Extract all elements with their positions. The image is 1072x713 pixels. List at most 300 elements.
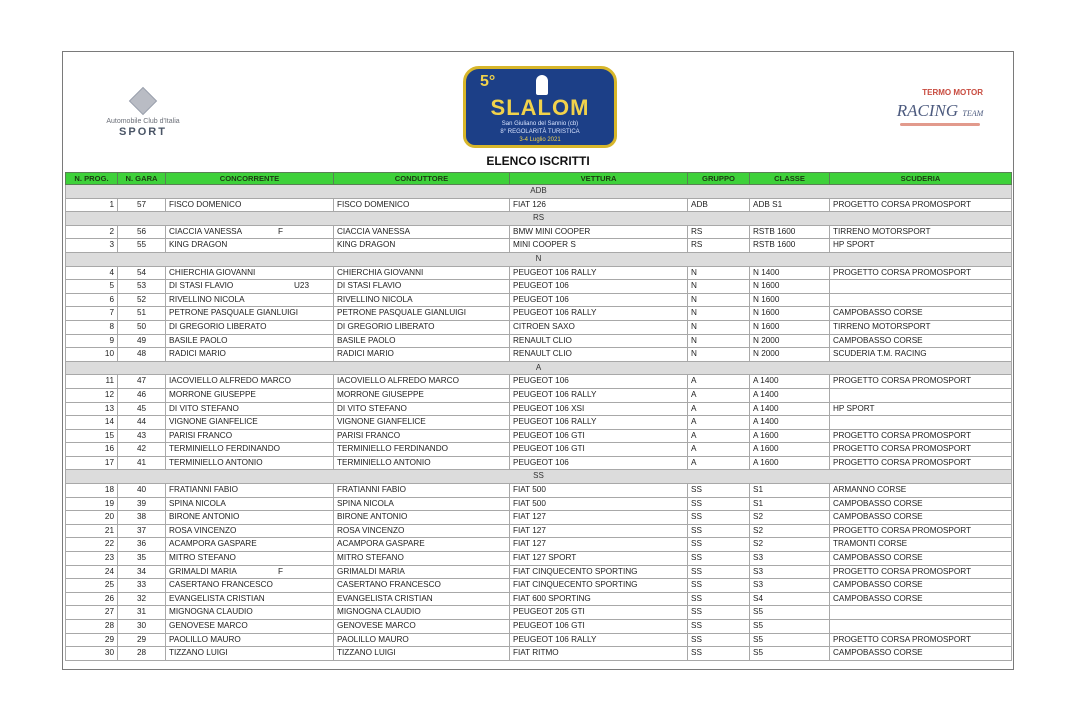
cell-gara: 39 — [118, 497, 166, 511]
event-location: San Giuliano del Sannio (cb) — [501, 121, 579, 127]
swoosh-icon — [900, 123, 980, 126]
cell-classe: S5 — [750, 620, 830, 634]
group-header-row — [66, 361, 1012, 375]
cell-concorrente — [166, 565, 334, 579]
cell-scuderia: CAMPOBASSO CORSE — [830, 497, 1012, 511]
concorrente-name: CIACCIA VANESSA — [169, 226, 243, 236]
cell-gruppo: SS — [688, 620, 750, 634]
cell-gara: 37 — [118, 524, 166, 538]
entries-body — [66, 185, 1012, 661]
cell-conduttore: RIVELLINO NICOLA — [334, 293, 510, 307]
cell-concorrente — [166, 293, 334, 307]
table-header-row — [66, 173, 1012, 185]
table-row — [66, 429, 1012, 443]
concorrente-name: PARISI FRANCO — [169, 430, 233, 440]
cell-gruppo: SS — [688, 484, 750, 498]
cell-vettura: FIAT 500 — [510, 497, 688, 511]
cell-classe: RSTB 1600 — [750, 239, 830, 253]
cell-concorrente — [166, 429, 334, 443]
cell-classe: S5 — [750, 633, 830, 647]
concorrente-name: RADICI MARIO — [169, 349, 226, 359]
cell-prog: 17 — [66, 456, 118, 470]
cell-scuderia — [830, 388, 1012, 402]
cell-concorrente — [166, 443, 334, 457]
cell-classe: S5 — [750, 647, 830, 661]
group-label: SS — [66, 470, 1012, 484]
cell-conduttore: DI VITO STEFANO — [334, 402, 510, 416]
cell-classe: S3 — [750, 579, 830, 593]
concorrente-name: KING DRAGON — [169, 240, 228, 250]
concorrente-name: CHIERCHIA GIOVANNI — [169, 267, 256, 277]
cell-gruppo: A — [688, 416, 750, 430]
cell-classe: S3 — [750, 552, 830, 566]
cell-vettura: PEUGEOT 106 GTI — [510, 620, 688, 634]
concorrente-name: EVANGELISTA CRISTIAN — [169, 593, 265, 603]
cell-concorrente — [166, 647, 334, 661]
group-label: A — [66, 361, 1012, 375]
cell-conduttore: GRIMALDI MARIA — [334, 565, 510, 579]
cell-vettura: PEUGEOT 106 — [510, 375, 688, 389]
cell-concorrente — [166, 484, 334, 498]
cell-scuderia — [830, 620, 1012, 634]
cell-prog: 20 — [66, 511, 118, 525]
cell-concorrente — [166, 416, 334, 430]
cell-conduttore: SPINA NICOLA — [334, 497, 510, 511]
cell-conduttore: PETRONE PASQUALE GIANLUIGI — [334, 307, 510, 321]
group-label: ADB — [66, 185, 1012, 199]
col-header-classe: CLASSE — [750, 173, 830, 185]
cell-classe: S1 — [750, 497, 830, 511]
cell-scuderia — [830, 280, 1012, 294]
cell-gruppo: RS — [688, 225, 750, 239]
table-row — [66, 334, 1012, 348]
cell-vettura: FIAT 127 SPORT — [510, 552, 688, 566]
group-label: N — [66, 252, 1012, 266]
cell-concorrente — [166, 552, 334, 566]
cell-vettura: RENAULT CLIO — [510, 334, 688, 348]
cell-classe: A 1400 — [750, 402, 830, 416]
concorrente-name: GRIMALDI MARIA — [169, 566, 237, 576]
concorrente-name: BIRONE ANTONIO — [169, 512, 240, 522]
cell-concorrente — [166, 198, 334, 212]
table-row — [66, 293, 1012, 307]
cell-prog: 4 — [66, 266, 118, 280]
cell-vettura: FIAT 126 — [510, 198, 688, 212]
concorrente-name: TERMINIELLO FERDINANDO — [169, 444, 280, 454]
cell-vettura: FIAT CINQUECENTO SPORTING — [510, 579, 688, 593]
cell-conduttore: BIRONE ANTONIO — [334, 511, 510, 525]
col-header-concorrente: CONCORRENTE — [166, 173, 334, 185]
aci-logo-wordmark: SPORT — [119, 126, 167, 138]
cell-vettura: BMW MINI COOPER — [510, 225, 688, 239]
cell-gruppo: A — [688, 456, 750, 470]
cell-gara: 55 — [118, 239, 166, 253]
col-header-gruppo: GRUPPO — [688, 173, 750, 185]
cell-prog: 12 — [66, 388, 118, 402]
concorrente-name: DI VITO STEFANO — [169, 403, 239, 413]
cell-vettura: FIAT 127 — [510, 538, 688, 552]
cell-scuderia — [830, 606, 1012, 620]
concorrente-name: MORRONE GIUSEPPE — [169, 389, 256, 399]
col-header-vettura: VETTURA — [510, 173, 688, 185]
cell-prog: 24 — [66, 565, 118, 579]
cell-classe: A 1600 — [750, 456, 830, 470]
cell-conduttore: CIACCIA VANESSA — [334, 225, 510, 239]
cell-classe: A 1600 — [750, 443, 830, 457]
cell-gruppo: ADB — [688, 198, 750, 212]
cell-vettura: PEUGEOT 106 RALLY — [510, 633, 688, 647]
table-row — [66, 402, 1012, 416]
table-row — [66, 511, 1012, 525]
cell-classe: N 1400 — [750, 266, 830, 280]
cell-vettura: FIAT 500 — [510, 484, 688, 498]
cell-gruppo: N — [688, 293, 750, 307]
document-header — [63, 52, 1013, 172]
cell-gara: 28 — [118, 647, 166, 661]
cell-gruppo: A — [688, 375, 750, 389]
cell-gruppo: SS — [688, 497, 750, 511]
cell-classe: ADB S1 — [750, 198, 830, 212]
cell-gara: 33 — [118, 579, 166, 593]
cell-vettura: PEUGEOT 106 RALLY — [510, 416, 688, 430]
table-row — [66, 538, 1012, 552]
cell-gara: 52 — [118, 293, 166, 307]
cell-conduttore: BASILE PAOLO — [334, 334, 510, 348]
concorrente-name: GENOVESE MARCO — [169, 621, 248, 630]
concorrente-name: MITRO STEFANO — [169, 553, 236, 563]
cell-concorrente — [166, 307, 334, 321]
cell-vettura: MINI COOPER S — [510, 239, 688, 253]
table-row — [66, 484, 1012, 498]
cell-prog: 15 — [66, 429, 118, 443]
cell-vettura: FIAT 127 — [510, 524, 688, 538]
concorrente-name: BASILE PAOLO — [169, 335, 228, 345]
concorrente-name: DI STASI FLAVIO — [169, 281, 234, 291]
table-row — [66, 565, 1012, 579]
cell-gruppo: N — [688, 320, 750, 334]
cell-prog: 16 — [66, 443, 118, 457]
cell-gara: 42 — [118, 443, 166, 457]
cell-scuderia: CAMPOBASSO CORSE — [830, 647, 1012, 661]
entry-list-sheet — [62, 51, 1014, 670]
concorrente-name: RIVELLINO NICOLA — [169, 294, 245, 304]
cell-prog: 26 — [66, 592, 118, 606]
cell-vettura: PEUGEOT 106 — [510, 293, 688, 307]
table-row — [66, 266, 1012, 280]
category-tag: F — [278, 566, 284, 576]
document-title: ELENCO ISCRITTI — [486, 154, 590, 168]
cell-vettura: PEUGEOT 106 RALLY — [510, 307, 688, 321]
cell-gara: 31 — [118, 606, 166, 620]
cell-conduttore: MITRO STEFANO — [334, 552, 510, 566]
table-row — [66, 239, 1012, 253]
cell-concorrente — [166, 402, 334, 416]
cell-scuderia: CAMPOBASSO CORSE — [830, 552, 1012, 566]
cell-concorrente — [166, 579, 334, 593]
cell-vettura: PEUGEOT 106 RALLY — [510, 266, 688, 280]
cell-concorrente — [166, 348, 334, 362]
cell-scuderia: CAMPOBASSO CORSE — [830, 511, 1012, 525]
cell-vettura: PEUGEOT 106 — [510, 280, 688, 294]
cell-gruppo: RS — [688, 239, 750, 253]
cell-scuderia: PROGETTO CORSA PROMOSPORT — [830, 633, 1012, 647]
cell-vettura: PEUGEOT 106 GTI — [510, 443, 688, 457]
cell-gara: 48 — [118, 348, 166, 362]
cell-scuderia: CAMPOBASSO CORSE — [830, 307, 1012, 321]
aci-emblem-icon — [129, 87, 157, 115]
concorrente-name: TIZZANO LUIGI — [169, 648, 228, 658]
cell-conduttore: FISCO DOMENICO — [334, 198, 510, 212]
team-logo-top: TERMO MOTOR — [922, 88, 983, 97]
cell-gruppo: SS — [688, 552, 750, 566]
cell-scuderia: CAMPOBASSO CORSE — [830, 579, 1012, 593]
table-row — [66, 225, 1012, 239]
cell-gara: 54 — [118, 266, 166, 280]
cell-gruppo: A — [688, 429, 750, 443]
cell-conduttore: CASERTANO FRANCESCO — [334, 579, 510, 593]
team-logo-word — [885, 101, 995, 121]
cell-scuderia: PROGETTO CORSA PROMOSPORT — [830, 456, 1012, 470]
cell-gara: 45 — [118, 402, 166, 416]
cell-scuderia: PROGETTO CORSA PROMOSPORT — [830, 429, 1012, 443]
table-row — [66, 320, 1012, 334]
cell-scuderia: TIRRENO MOTORSPORT — [830, 225, 1012, 239]
cell-prog: 7 — [66, 307, 118, 321]
cell-prog: 2 — [66, 225, 118, 239]
cell-classe: N 1600 — [750, 320, 830, 334]
cell-vettura: PEUGEOT 205 GTI — [510, 606, 688, 620]
cell-gruppo: A — [688, 402, 750, 416]
cell-classe: S2 — [750, 538, 830, 552]
cell-gruppo: N — [688, 334, 750, 348]
aci-sport-logo — [93, 88, 193, 148]
concorrente-name: DI GREGORIO LIBERATO — [169, 321, 267, 331]
cell-prog: 28 — [66, 620, 118, 634]
cell-gara: 34 — [118, 565, 166, 579]
cell-gara: 56 — [118, 225, 166, 239]
table-row — [66, 307, 1012, 321]
racing-team-logo — [885, 88, 995, 148]
cell-concorrente — [166, 524, 334, 538]
cell-vettura: CITROEN SAXO — [510, 320, 688, 334]
cell-prog: 23 — [66, 552, 118, 566]
cell-vettura: PEUGEOT 106 XSI — [510, 402, 688, 416]
cell-concorrente — [166, 280, 334, 294]
cell-conduttore: TERMINIELLO FERDINANDO — [334, 443, 510, 457]
cell-prog: 9 — [66, 334, 118, 348]
cell-gara: 43 — [118, 429, 166, 443]
table-row — [66, 375, 1012, 389]
cell-concorrente — [166, 633, 334, 647]
cell-vettura: PEUGEOT 106 — [510, 456, 688, 470]
cell-vettura: FIAT 600 SPORTING — [510, 592, 688, 606]
cell-gruppo: SS — [688, 579, 750, 593]
cell-vettura: RENAULT CLIO — [510, 348, 688, 362]
cell-gruppo: N — [688, 348, 750, 362]
cell-prog: 6 — [66, 293, 118, 307]
cell-concorrente — [166, 620, 334, 634]
table-row — [66, 443, 1012, 457]
cell-vettura: PEUGEOT 106 RALLY — [510, 388, 688, 402]
event-edition: 5° — [480, 73, 496, 90]
cell-gara: 47 — [118, 375, 166, 389]
cell-scuderia: TIRRENO MOTORSPORT — [830, 320, 1012, 334]
cell-gruppo: A — [688, 443, 750, 457]
category-tag: U23 — [294, 281, 310, 291]
cell-gara: 32 — [118, 592, 166, 606]
cell-concorrente — [166, 592, 334, 606]
cell-concorrente — [166, 375, 334, 389]
cell-gruppo: SS — [688, 633, 750, 647]
cell-conduttore: DI STASI FLAVIO — [334, 280, 510, 294]
cell-conduttore: CHIERCHIA GIOVANNI — [334, 266, 510, 280]
cell-gara: 29 — [118, 633, 166, 647]
cell-prog: 5 — [66, 280, 118, 294]
cell-prog: 27 — [66, 606, 118, 620]
cell-classe: N 1600 — [750, 293, 830, 307]
team-logo-word-text: RACING — [896, 101, 959, 120]
cell-prog: 18 — [66, 484, 118, 498]
cell-conduttore: TIZZANO LUIGI — [334, 647, 510, 661]
cell-gara: 57 — [118, 198, 166, 212]
cell-prog: 1 — [66, 198, 118, 212]
cell-scuderia: HP SPORT — [830, 239, 1012, 253]
col-header-conduttore: CONDUTTORE — [334, 173, 510, 185]
table-row — [66, 524, 1012, 538]
cell-conduttore: VIGNONE GIANFELICE — [334, 416, 510, 430]
group-header-row — [66, 252, 1012, 266]
cell-gara: 50 — [118, 320, 166, 334]
table-row — [66, 280, 1012, 294]
cell-gruppo: N — [688, 280, 750, 294]
cell-gara: 40 — [118, 484, 166, 498]
cell-conduttore: FRATIANNI FABIO — [334, 484, 510, 498]
cell-scuderia — [830, 293, 1012, 307]
col-header-gara: N. GARA — [118, 173, 166, 185]
cell-classe: S2 — [750, 511, 830, 525]
cell-conduttore: TERMINIELLO ANTONIO — [334, 456, 510, 470]
cell-gruppo: N — [688, 307, 750, 321]
group-header-row — [66, 185, 1012, 199]
cell-classe: S2 — [750, 524, 830, 538]
concorrente-name: SPINA NICOLA — [169, 498, 226, 508]
table-row — [66, 633, 1012, 647]
cell-classe: S1 — [750, 484, 830, 498]
table-row — [66, 388, 1012, 402]
cell-scuderia: PROGETTO CORSA PROMOSPORT — [830, 443, 1012, 457]
concorrente-name: FISCO DOMENICO — [169, 199, 242, 209]
cell-gruppo: N — [688, 266, 750, 280]
cell-gruppo: SS — [688, 511, 750, 525]
cell-prog: 22 — [66, 538, 118, 552]
table-row — [66, 647, 1012, 661]
cell-concorrente — [166, 266, 334, 280]
cell-scuderia: CAMPOBASSO CORSE — [830, 592, 1012, 606]
cell-scuderia: PROGETTO CORSA PROMOSPORT — [830, 198, 1012, 212]
cell-gruppo: SS — [688, 565, 750, 579]
group-header-row — [66, 212, 1012, 226]
cell-classe: A 1400 — [750, 388, 830, 402]
cell-concorrente — [166, 225, 334, 239]
cell-classe: A 1400 — [750, 416, 830, 430]
cell-gruppo: SS — [688, 647, 750, 661]
cell-classe: RSTB 1600 — [750, 225, 830, 239]
cell-concorrente — [166, 388, 334, 402]
cell-vettura: FIAT 127 — [510, 511, 688, 525]
cell-classe: N 1600 — [750, 280, 830, 294]
cell-gara: 38 — [118, 511, 166, 525]
concorrente-name: IACOVIELLO ALFREDO MARCO — [169, 376, 291, 386]
slalom-event-logo — [463, 66, 617, 148]
cell-conduttore: MIGNOGNA CLAUDIO — [334, 606, 510, 620]
cell-gara: 49 — [118, 334, 166, 348]
cell-conduttore: PARISI FRANCO — [334, 429, 510, 443]
cell-classe: N 2000 — [750, 334, 830, 348]
cell-conduttore: DI GREGORIO LIBERATO — [334, 320, 510, 334]
table-row — [66, 579, 1012, 593]
cell-gruppo: SS — [688, 592, 750, 606]
cell-classe: A 1600 — [750, 429, 830, 443]
cell-scuderia: TRAMONTI CORSE — [830, 538, 1012, 552]
cell-conduttore: ACAMPORA GASPARE — [334, 538, 510, 552]
entries-table — [65, 172, 1012, 661]
cell-gruppo: SS — [688, 538, 750, 552]
cell-classe: A 1400 — [750, 375, 830, 389]
event-title: SLALOM — [490, 95, 590, 120]
cell-scuderia: SCUDERIA T.M. RACING — [830, 348, 1012, 362]
cell-prog: 21 — [66, 524, 118, 538]
event-dates: 3-4 Luglio 2021 — [519, 137, 561, 143]
cell-prog: 29 — [66, 633, 118, 647]
cell-scuderia — [830, 416, 1012, 430]
cell-scuderia: CAMPOBASSO CORSE — [830, 334, 1012, 348]
concorrente-name: CASERTANO FRANCESCO — [169, 580, 273, 590]
table-row — [66, 348, 1012, 362]
cell-vettura: PEUGEOT 106 GTI — [510, 429, 688, 443]
cell-conduttore: GENOVESE MARCO — [334, 620, 510, 634]
concorrente-name: ROSA VINCENZO — [169, 525, 237, 535]
cell-classe: S4 — [750, 592, 830, 606]
cell-concorrente — [166, 511, 334, 525]
table-row — [66, 497, 1012, 511]
col-header-prog: N. PROG. — [66, 173, 118, 185]
cell-scuderia: HP SPORT — [830, 402, 1012, 416]
cell-gara: 30 — [118, 620, 166, 634]
cell-classe: S3 — [750, 565, 830, 579]
cell-gara: 51 — [118, 307, 166, 321]
cell-vettura: FIAT RITMO — [510, 647, 688, 661]
cell-scuderia: PROGETTO CORSA PROMOSPORT — [830, 266, 1012, 280]
cell-classe: S5 — [750, 606, 830, 620]
cell-prog: 3 — [66, 239, 118, 253]
concorrente-name: FRATIANNI FABIO — [169, 485, 238, 495]
concorrente-name: TERMINIELLO ANTONIO — [169, 457, 263, 467]
cell-vettura: FIAT CINQUECENTO SPORTING — [510, 565, 688, 579]
cell-conduttore: MORRONE GIUSEPPE — [334, 388, 510, 402]
col-header-scuderia: SCUDERIA — [830, 173, 1012, 185]
cell-scuderia: PROGETTO CORSA PROMOSPORT — [830, 565, 1012, 579]
cell-prog: 30 — [66, 647, 118, 661]
cell-gara: 53 — [118, 280, 166, 294]
team-logo-suffix: TEAM — [962, 109, 984, 118]
cell-concorrente — [166, 334, 334, 348]
cell-classe: N 1600 — [750, 307, 830, 321]
cell-conduttore: ROSA VINCENZO — [334, 524, 510, 538]
cell-concorrente — [166, 497, 334, 511]
table-row — [66, 456, 1012, 470]
concorrente-name: PAOLILLO MAURO — [169, 634, 241, 644]
table-row — [66, 620, 1012, 634]
